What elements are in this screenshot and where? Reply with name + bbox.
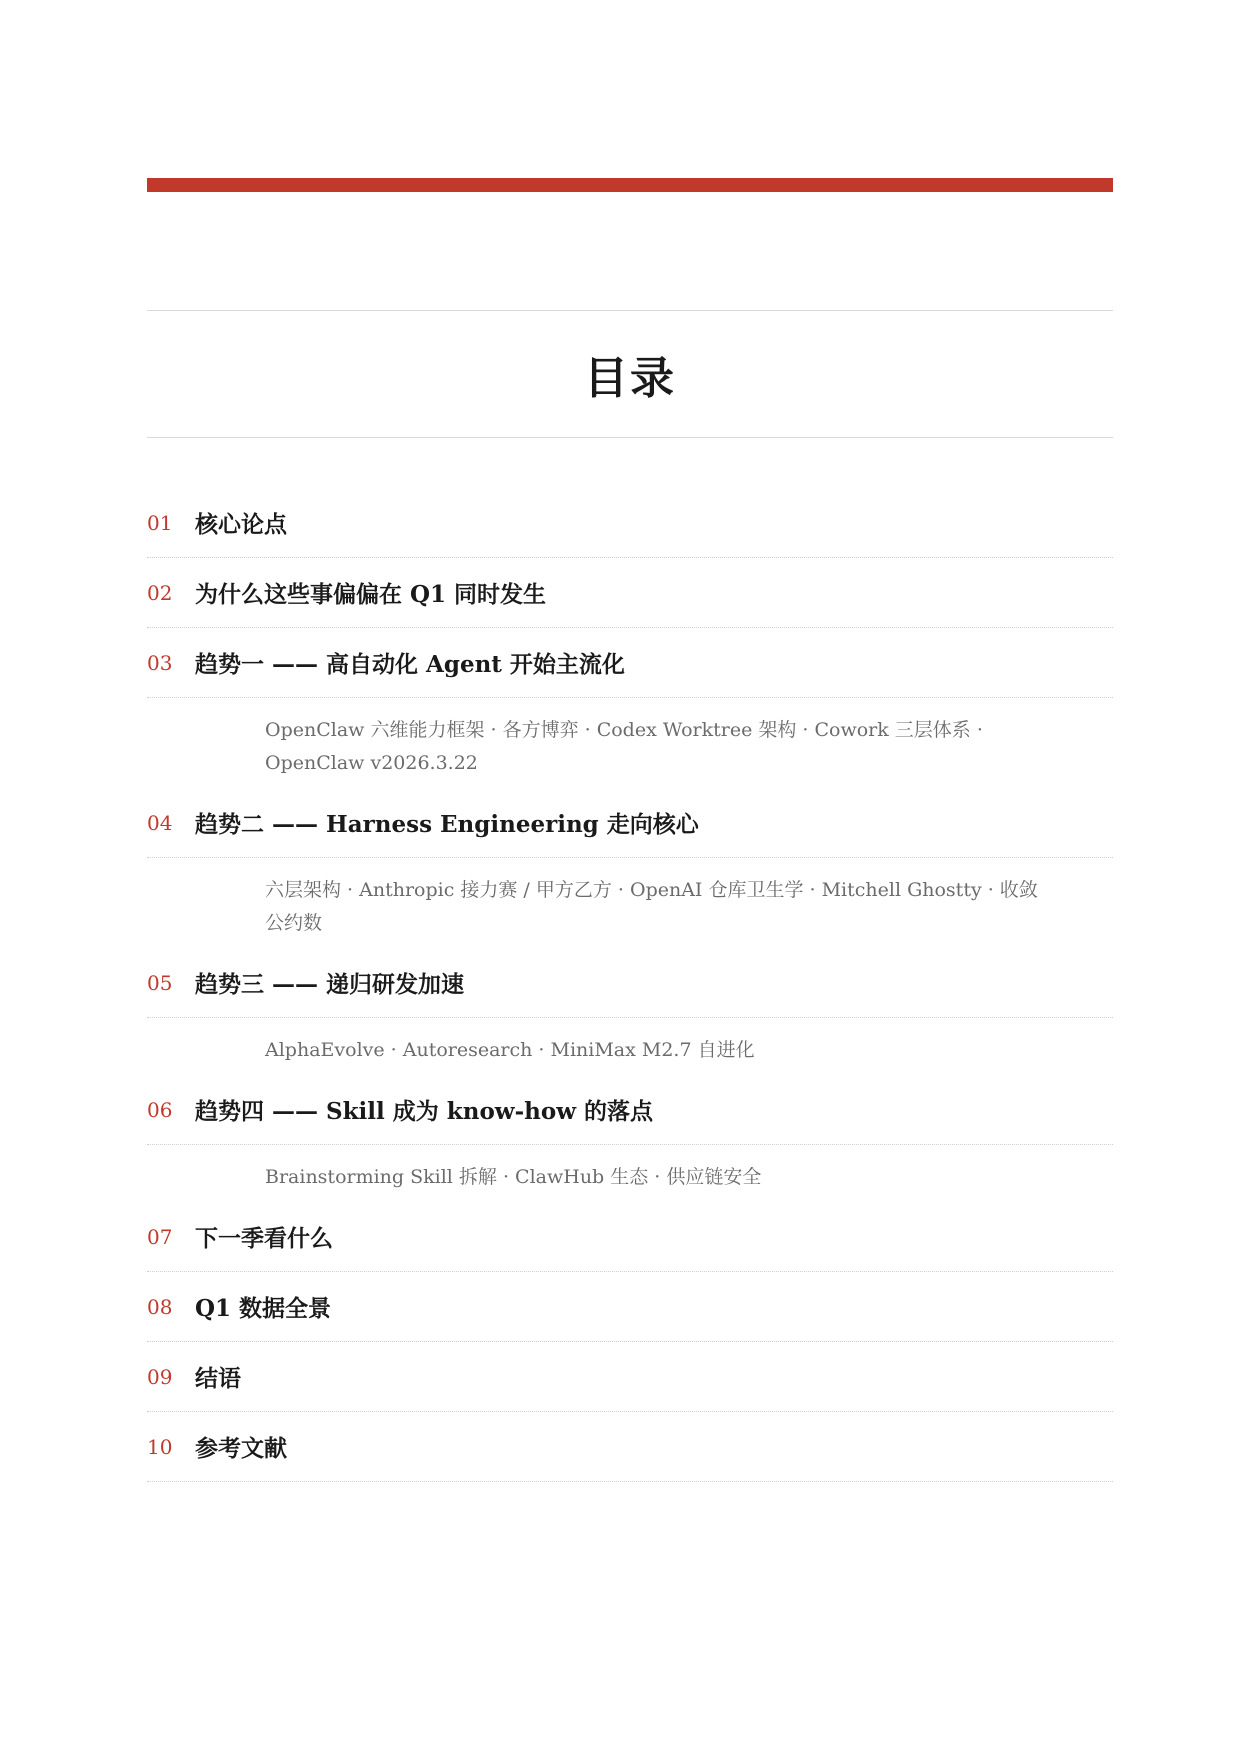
toc-entry-10[interactable] [147, 1412, 1113, 1482]
toc-entry-03[interactable] [147, 628, 1113, 698]
accent-bar [147, 178, 1113, 192]
toc-title: 结语 [195, 1365, 241, 1392]
toc-entry-05[interactable] [147, 948, 1113, 1018]
toc-number: 09 [147, 1364, 173, 1389]
toc-entry-09[interactable] [147, 1342, 1113, 1412]
toc-title: 趋势一 —— 高自动化 Agent 开始主流化 [195, 651, 625, 678]
toc-number: 03 [147, 650, 173, 675]
table-of-contents [147, 488, 1113, 1482]
toc-title: 下一季看什么 [195, 1225, 333, 1252]
title-block [147, 310, 1113, 438]
toc-subtopics: Brainstorming Skill 拆解 · ClawHub 生态 · 供应链安全 [265, 1166, 762, 1188]
toc-number: 08 [147, 1294, 173, 1319]
toc-number: 07 [147, 1224, 173, 1249]
toc-number: 02 [147, 580, 173, 605]
toc-title: Q1 数据全景 [195, 1295, 332, 1322]
toc-title: 趋势四 —— Skill 成为 know-how 的落点 [195, 1098, 654, 1125]
toc-number: 01 [147, 510, 173, 535]
toc-entry-01[interactable] [147, 488, 1113, 558]
toc-number: 05 [147, 970, 173, 995]
toc-title: 为什么这些事偏偏在 Q1 同时发生 [195, 581, 547, 608]
toc-entry-04[interactable] [147, 788, 1113, 858]
toc-number: 04 [147, 810, 173, 835]
toc-entry-02[interactable] [147, 558, 1113, 628]
toc-title: 趋势三 —— 递归研发加速 [195, 971, 465, 998]
toc-title: 核心论点 [195, 511, 287, 538]
toc-entry-08[interactable] [147, 1272, 1113, 1342]
toc-entry-07[interactable] [147, 1202, 1113, 1272]
toc-number: 06 [147, 1097, 173, 1122]
toc-number: 10 [147, 1434, 173, 1459]
toc-title: 参考文献 [195, 1435, 287, 1462]
toc-subtopics: 六层架构 · Anthropic 接力赛 / 甲方乙方 · OpenAI 仓库卫生学 · Mitchell Ghostty · 收敛公约数 [265, 879, 1038, 934]
page-title: 目录 [584, 353, 676, 404]
toc-subtopics: OpenClaw 六维能力框架 · 各方博弈 · Codex Worktree 架构 · Cowork 三层体系 · OpenClaw v2026.3.22 [265, 719, 983, 774]
toc-title: 趋势二 —— Harness Engineering 走向核心 [195, 811, 699, 838]
toc-subtopics: AlphaEvolve · Autoresearch · MiniMax M2.7 自进化 [265, 1039, 755, 1061]
toc-entry-06[interactable] [147, 1075, 1113, 1145]
